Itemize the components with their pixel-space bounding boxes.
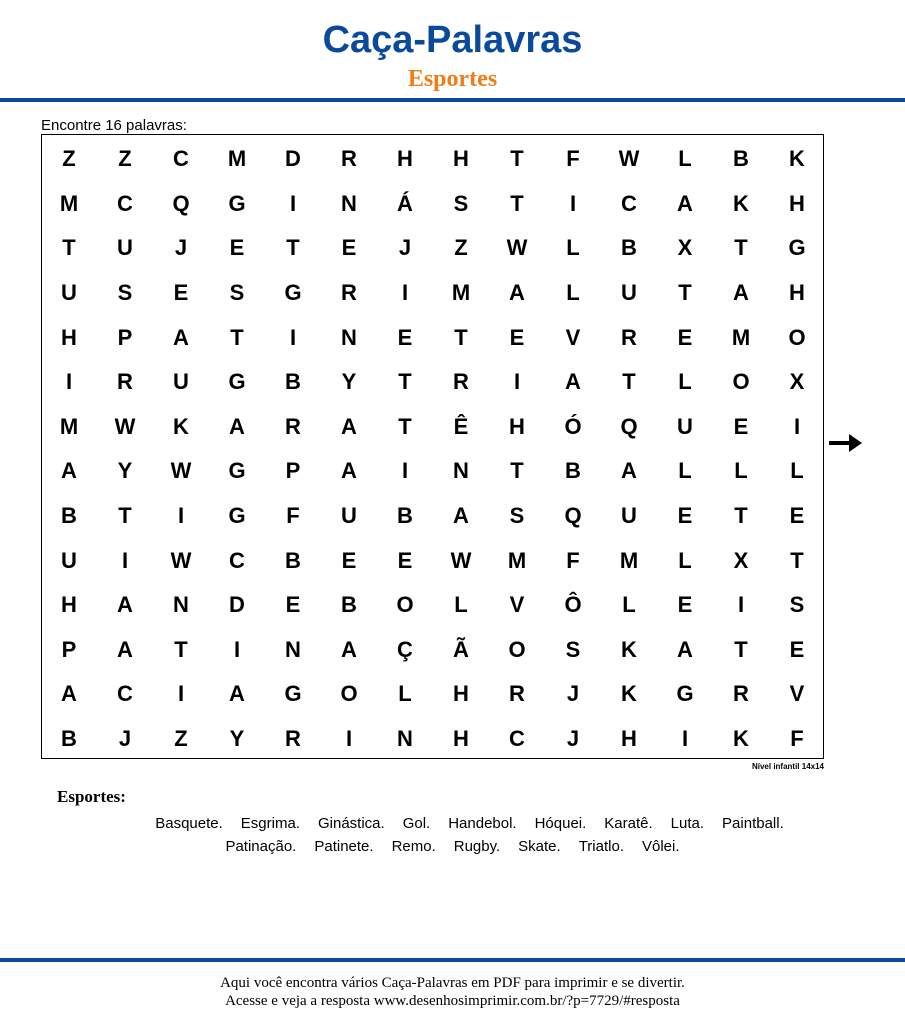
grid-cell[interactable]: M bbox=[59, 413, 79, 439]
grid-cell[interactable]: U bbox=[61, 547, 77, 573]
grid-cell[interactable]: E bbox=[789, 503, 805, 529]
grid-cell[interactable]: W bbox=[450, 547, 472, 573]
grid-cell[interactable]: K bbox=[733, 190, 749, 216]
grid-cell[interactable]: A bbox=[453, 503, 469, 529]
grid-cell[interactable]: U bbox=[621, 503, 637, 529]
grid-cell[interactable]: Ê bbox=[453, 413, 469, 439]
word-list-item: Rugby. bbox=[453, 838, 501, 855]
grid-cell[interactable]: U bbox=[61, 280, 77, 306]
grid-cell[interactable]: K bbox=[621, 681, 637, 707]
word-list-line-2 bbox=[0, 838, 905, 855]
grid-cell[interactable]: J bbox=[566, 726, 580, 752]
grid-cell[interactable]: A bbox=[229, 681, 245, 707]
grid-cell[interactable]: N bbox=[397, 726, 413, 752]
grid-cell[interactable]: B bbox=[733, 146, 749, 172]
grid-cell[interactable]: T bbox=[622, 369, 636, 395]
grid-cell[interactable]: E bbox=[677, 324, 693, 350]
grid-cell[interactable]: F bbox=[286, 503, 300, 529]
grid-cell[interactable]: F bbox=[566, 146, 580, 172]
grid-cell[interactable]: B bbox=[285, 369, 301, 395]
grid-cell[interactable]: Q bbox=[172, 190, 190, 216]
grid-cell[interactable]: C bbox=[117, 190, 133, 216]
grid-cell[interactable]: J bbox=[174, 235, 188, 261]
bottom-divider bbox=[0, 958, 905, 962]
grid-cell[interactable]: I bbox=[401, 458, 409, 484]
grid-cell[interactable]: Y bbox=[341, 369, 357, 395]
grid-cell[interactable]: T bbox=[678, 280, 692, 306]
grid-cell[interactable]: M bbox=[59, 190, 79, 216]
grid-cell[interactable]: O bbox=[340, 681, 358, 707]
grid-cell[interactable]: H bbox=[789, 190, 805, 216]
grid-cell[interactable]: G bbox=[284, 280, 302, 306]
grid-cell[interactable]: Z bbox=[454, 235, 468, 261]
grid-cell[interactable]: E bbox=[677, 503, 693, 529]
word-list-item: Vôlei. bbox=[642, 838, 680, 855]
grid-cell[interactable]: I bbox=[793, 413, 801, 439]
grid-cell[interactable]: T bbox=[510, 146, 524, 172]
grid-cell[interactable]: T bbox=[734, 235, 748, 261]
grid-cell[interactable]: E bbox=[733, 413, 749, 439]
grid-cell[interactable]: L bbox=[678, 146, 692, 172]
grid-cell[interactable]: I bbox=[569, 190, 577, 216]
grid-cell[interactable]: T bbox=[790, 547, 804, 573]
word-list-title: Esportes: bbox=[57, 787, 126, 806]
arrow-right-icon[interactable] bbox=[829, 430, 863, 456]
grid-cell[interactable]: H bbox=[789, 280, 805, 306]
grid-cell[interactable]: A bbox=[341, 458, 357, 484]
grid-cell[interactable]: L bbox=[678, 458, 692, 484]
grid-cell[interactable]: W bbox=[170, 547, 192, 573]
grid-cell[interactable]: M bbox=[619, 547, 639, 573]
grid-cell[interactable]: L bbox=[734, 458, 748, 484]
grid-cell[interactable]: T bbox=[398, 369, 412, 395]
grid-cell[interactable]: H bbox=[61, 324, 77, 350]
grid-cell[interactable]: Z bbox=[174, 726, 188, 752]
top-divider bbox=[0, 98, 905, 102]
grid-cell[interactable]: E bbox=[285, 592, 301, 618]
grid-cell[interactable]: Q bbox=[620, 413, 638, 439]
grid-cell[interactable]: E bbox=[509, 324, 525, 350]
grid-cell[interactable]: L bbox=[678, 547, 692, 573]
grid-cell[interactable]: X bbox=[677, 235, 693, 261]
grid-cell[interactable]: A bbox=[341, 636, 357, 662]
word-list-item: Luta. bbox=[670, 815, 705, 832]
grid-cell[interactable]: E bbox=[341, 235, 357, 261]
grid-cell[interactable]: U bbox=[621, 280, 637, 306]
grid-cell[interactable]: L bbox=[566, 235, 580, 261]
grid-cell[interactable]: B bbox=[61, 503, 77, 529]
grid-cell[interactable]: I bbox=[289, 324, 297, 350]
grid-cell[interactable]: K bbox=[621, 636, 637, 662]
grid-cell[interactable]: K bbox=[789, 146, 805, 172]
grid-cell[interactable]: Z bbox=[118, 146, 132, 172]
grid-cell[interactable]: B bbox=[621, 235, 637, 261]
grid-cell[interactable]: R bbox=[341, 146, 357, 172]
word-list-item: Paintball. bbox=[722, 815, 784, 832]
grid-cell[interactable]: S bbox=[453, 190, 469, 216]
grid-cell[interactable]: H bbox=[453, 681, 469, 707]
grid-cell[interactable]: N bbox=[341, 324, 357, 350]
grid-cell[interactable]: A bbox=[229, 413, 245, 439]
word-list-item: Gol. bbox=[402, 815, 431, 832]
grid-cell[interactable]: B bbox=[565, 458, 581, 484]
grid-cell[interactable]: J bbox=[118, 726, 132, 752]
grid-cell[interactable]: Y bbox=[117, 458, 133, 484]
grid-cell[interactable]: W bbox=[170, 458, 192, 484]
grid-cell[interactable]: A bbox=[341, 413, 357, 439]
grid-cell[interactable]: B bbox=[285, 547, 301, 573]
grid-cell[interactable]: T bbox=[510, 190, 524, 216]
grid-cell[interactable]: Ç bbox=[397, 636, 413, 662]
grid-cell[interactable]: L bbox=[398, 681, 412, 707]
grid-cell[interactable]: S bbox=[789, 592, 805, 618]
grid-cell[interactable]: O bbox=[396, 592, 414, 618]
grid-cell[interactable]: H bbox=[397, 146, 413, 172]
grid-cell[interactable]: W bbox=[114, 413, 136, 439]
grid-cell[interactable]: L bbox=[566, 280, 580, 306]
grid-cell[interactable]: R bbox=[117, 369, 133, 395]
grid-cell[interactable]: H bbox=[453, 726, 469, 752]
word-list-item: Handebol. bbox=[448, 815, 517, 832]
grid-cell[interactable]: P bbox=[61, 636, 77, 662]
grid-cell[interactable]: K bbox=[173, 413, 189, 439]
grid-cell[interactable]: G bbox=[228, 458, 246, 484]
grid-cell[interactable]: J bbox=[398, 235, 412, 261]
grid-cell[interactable]: K bbox=[733, 726, 749, 752]
grid-cell[interactable]: P bbox=[285, 458, 301, 484]
grid-cell[interactable]: F bbox=[790, 726, 804, 752]
grid-cell[interactable]: M bbox=[731, 324, 751, 350]
grid-cell[interactable]: A bbox=[509, 280, 525, 306]
grid-cell[interactable]: R bbox=[285, 726, 301, 752]
grid-cell[interactable]: H bbox=[509, 413, 525, 439]
grid-cell[interactable]: G bbox=[788, 235, 806, 261]
grid-cell[interactable]: A bbox=[677, 636, 693, 662]
grid-cell[interactable]: C bbox=[621, 190, 637, 216]
grid-cell[interactable]: A bbox=[621, 458, 637, 484]
word-list-item: Skate. bbox=[518, 838, 561, 855]
grid-cell[interactable]: V bbox=[565, 324, 581, 350]
grid-cell[interactable]: L bbox=[678, 369, 692, 395]
grid-cell[interactable]: O bbox=[732, 369, 750, 395]
letter-grid bbox=[41, 137, 825, 761]
grid-cell[interactable]: G bbox=[676, 681, 694, 707]
grid-cell[interactable]: I bbox=[681, 726, 689, 752]
grid-cell[interactable]: H bbox=[453, 146, 469, 172]
grid-cell[interactable]: C bbox=[229, 547, 245, 573]
grid-cell[interactable]: Y bbox=[229, 726, 245, 752]
grid-cell[interactable]: M bbox=[227, 146, 247, 172]
footer-link-text[interactable]: Acesse e veja a resposta www.desenhosimprimir.com.br/?p=7729/#resposta bbox=[225, 993, 680, 1009]
grid-cell[interactable]: A bbox=[61, 458, 77, 484]
grid-cell[interactable]: V bbox=[789, 681, 805, 707]
grid-cell[interactable]: A bbox=[117, 592, 133, 618]
grid-cell[interactable]: N bbox=[453, 458, 469, 484]
grid-cell[interactable]: J bbox=[566, 681, 580, 707]
grid-cell[interactable]: E bbox=[677, 592, 693, 618]
grid-cell[interactable]: B bbox=[341, 592, 357, 618]
grid-cell[interactable]: Ã bbox=[453, 636, 469, 662]
grid-cell[interactable]: I bbox=[401, 280, 409, 306]
grid-cell[interactable]: N bbox=[285, 636, 301, 662]
grid-cell[interactable]: T bbox=[118, 503, 132, 529]
grid-cell[interactable]: S bbox=[117, 280, 133, 306]
grid-cell[interactable]: G bbox=[228, 190, 246, 216]
grid-cell[interactable]: F bbox=[566, 547, 580, 573]
grid-cell[interactable]: R bbox=[509, 681, 525, 707]
grid-cell[interactable]: U bbox=[341, 503, 357, 529]
grid-cell[interactable]: I bbox=[737, 592, 745, 618]
grid-cell[interactable]: E bbox=[789, 636, 805, 662]
grid-cell[interactable]: U bbox=[173, 369, 189, 395]
grid-cell[interactable]: L bbox=[790, 458, 804, 484]
grid-cell[interactable]: I bbox=[513, 369, 521, 395]
grid-cell[interactable]: R bbox=[285, 413, 301, 439]
grid-cell[interactable]: C bbox=[173, 146, 189, 172]
grid-cell[interactable]: T bbox=[510, 458, 524, 484]
grid-cell[interactable]: E bbox=[397, 324, 413, 350]
grid-cell[interactable]: R bbox=[453, 369, 469, 395]
grid-cell[interactable]: G bbox=[228, 503, 246, 529]
grid-cell[interactable]: X bbox=[733, 547, 749, 573]
grid-cell[interactable]: U bbox=[117, 235, 133, 261]
grid-cell[interactable]: V bbox=[509, 592, 525, 618]
grid-cell[interactable]: B bbox=[397, 503, 413, 529]
footer-text: Aqui você encontra vários Caça-Palavras em PDF para imprimir e se divertir. bbox=[220, 975, 685, 991]
grid-cell[interactable]: Z bbox=[62, 146, 76, 172]
word-list-item: Basquete. bbox=[155, 815, 223, 832]
word-list-item: Remo. bbox=[391, 838, 436, 855]
instruction-text: Encontre 16 palavras: bbox=[41, 117, 187, 134]
grid-cell[interactable]: T bbox=[454, 324, 468, 350]
grid-cell[interactable]: B bbox=[61, 726, 77, 752]
grid-cell[interactable]: I bbox=[121, 547, 129, 573]
grid-cell[interactable]: Q bbox=[564, 503, 582, 529]
grid-cell[interactable]: M bbox=[451, 280, 471, 306]
grid-cell[interactable]: R bbox=[341, 280, 357, 306]
grid-cell[interactable]: R bbox=[733, 681, 749, 707]
word-list-item: Patinação. bbox=[225, 838, 297, 855]
grid-cell[interactable]: T bbox=[398, 413, 412, 439]
grid-cell[interactable]: G bbox=[228, 369, 246, 395]
grid-cell[interactable]: I bbox=[177, 503, 185, 529]
word-list-item: Esgrima. bbox=[240, 815, 300, 832]
grid-cell[interactable]: C bbox=[509, 726, 525, 752]
grid-cell[interactable]: Á bbox=[397, 190, 413, 216]
grid-cell[interactable]: L bbox=[622, 592, 636, 618]
grid-cell[interactable]: I bbox=[345, 726, 353, 752]
word-list-line-1 bbox=[0, 815, 905, 832]
grid-cell[interactable]: L bbox=[454, 592, 468, 618]
word-list-item: Triatlo. bbox=[578, 838, 624, 855]
grid-cell[interactable]: I bbox=[233, 636, 241, 662]
grid-cell[interactable]: C bbox=[117, 681, 133, 707]
grid-cell[interactable]: E bbox=[173, 280, 189, 306]
grid-cell[interactable]: A bbox=[565, 369, 581, 395]
grid-cell[interactable]: P bbox=[117, 324, 133, 350]
grid-cell[interactable]: T bbox=[230, 324, 244, 350]
grid-cell[interactable]: I bbox=[65, 369, 73, 395]
grid-cell[interactable]: D bbox=[229, 592, 245, 618]
grid-cell[interactable]: N bbox=[173, 592, 189, 618]
grid-cell[interactable]: I bbox=[177, 681, 185, 707]
grid-cell[interactable]: N bbox=[341, 190, 357, 216]
grid-cell[interactable]: R bbox=[621, 324, 637, 350]
grid-cell[interactable]: H bbox=[61, 592, 77, 618]
grid-cell[interactable]: E bbox=[229, 235, 245, 261]
grid-cell[interactable]: Ô bbox=[564, 592, 582, 618]
grid-cell[interactable]: W bbox=[618, 146, 640, 172]
grid-cell[interactable]: T bbox=[174, 636, 188, 662]
grid-cell[interactable]: A bbox=[173, 324, 189, 350]
grid-cell[interactable]: S bbox=[509, 503, 525, 529]
grid-cell[interactable]: D bbox=[285, 146, 301, 172]
grid-cell[interactable]: T bbox=[286, 235, 300, 261]
grid-cell[interactable]: U bbox=[677, 413, 693, 439]
grid-cell[interactable]: T bbox=[62, 235, 76, 261]
word-list-item: Hóquei. bbox=[534, 815, 587, 832]
grid-cell[interactable]: O bbox=[508, 636, 526, 662]
grid-cell[interactable]: E bbox=[341, 547, 357, 573]
level-label: Nível infantil 14x14 bbox=[751, 762, 824, 771]
grid-cell[interactable]: A bbox=[117, 636, 133, 662]
grid-cell[interactable]: X bbox=[789, 369, 805, 395]
grid-cell[interactable]: O bbox=[788, 324, 806, 350]
grid-cell[interactable]: T bbox=[734, 636, 748, 662]
word-list-item: Karatê. bbox=[604, 815, 653, 832]
grid-cell[interactable]: A bbox=[733, 280, 749, 306]
grid-cell[interactable]: S bbox=[229, 280, 245, 306]
page-title: Caça-Palavras bbox=[322, 19, 583, 61]
grid-cell[interactable]: I bbox=[289, 190, 297, 216]
word-list-item: Patinete. bbox=[314, 838, 374, 855]
grid-cell[interactable]: E bbox=[397, 547, 413, 573]
grid-cell[interactable]: A bbox=[61, 681, 77, 707]
grid-cell[interactable]: H bbox=[621, 726, 637, 752]
grid-cell[interactable]: S bbox=[565, 636, 581, 662]
grid-cell[interactable]: M bbox=[507, 547, 527, 573]
grid-cell[interactable]: G bbox=[284, 681, 302, 707]
grid-cell[interactable]: A bbox=[677, 190, 693, 216]
page-subtitle: Esportes bbox=[407, 66, 498, 92]
grid-cell[interactable]: T bbox=[734, 503, 748, 529]
grid-cell[interactable]: W bbox=[506, 235, 528, 261]
word-list-item: Ginástica. bbox=[317, 815, 385, 832]
grid-cell[interactable]: Ó bbox=[564, 413, 582, 439]
